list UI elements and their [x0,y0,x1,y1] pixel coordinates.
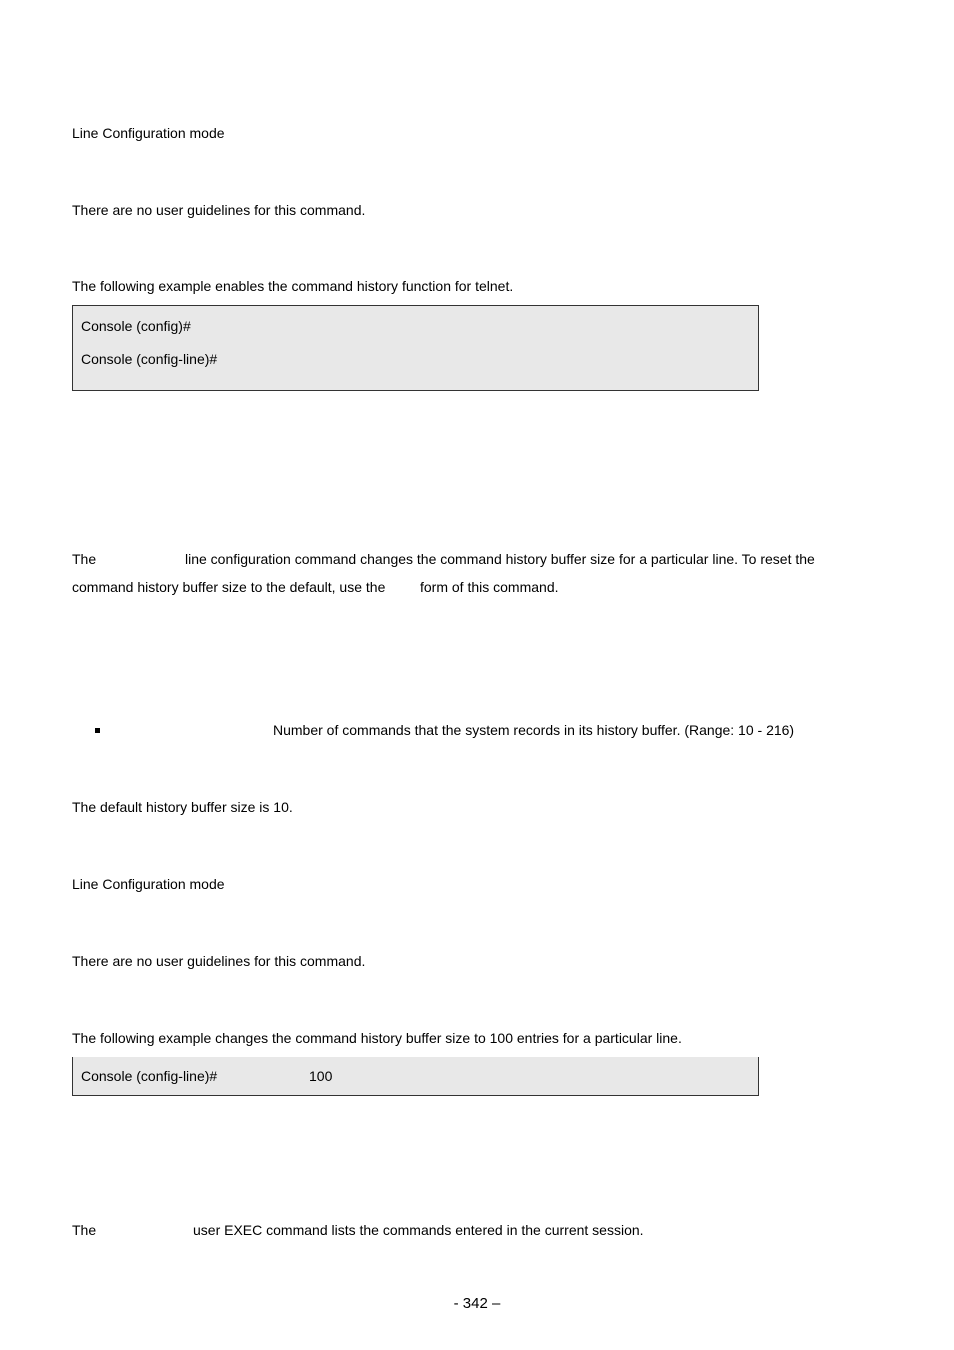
parameter-description: Number of commands that the system records in its history buffer. (Range: 10 - 216) [273,722,795,738]
code-example-box [72,305,759,391]
example-intro-text: The following example enables the command history function for telnet. [72,278,514,294]
code-value: 100 [309,1068,333,1084]
description-text-start: The [72,551,97,567]
command-mode-text: Line Configuration mode [72,125,225,141]
user-guidelines-text: There are no user guidelines for this command. [72,953,366,969]
page-number: - 342 – [453,1295,501,1312]
description-text-continued: line configuration command changes the command history buffer size for a particular line. To reset the [185,551,815,567]
user-guidelines-text: There are no user guidelines for this command. [72,202,366,218]
default-setting-text: The default history buffer size is 10. [72,799,293,815]
description-text-line2: command history buffer size to the default, use the [72,579,386,595]
command-mode-text: Line Configuration mode [72,876,225,892]
description-text-continued: user EXEC command lists the commands entered in the current session. [193,1222,644,1238]
description-text-end: form of this command. [420,579,559,595]
code-example-box [72,1057,759,1096]
code-prompt: Console (config-line)# [81,1068,218,1084]
code-line: Console (config)# [81,318,191,334]
bullet-icon [95,728,100,733]
code-line: Console (config-line)# [81,351,218,367]
description-text-start: The [72,1222,97,1238]
example-intro-text: The following example changes the command history buffer size to 100 entries for a particular line. [72,1030,682,1046]
